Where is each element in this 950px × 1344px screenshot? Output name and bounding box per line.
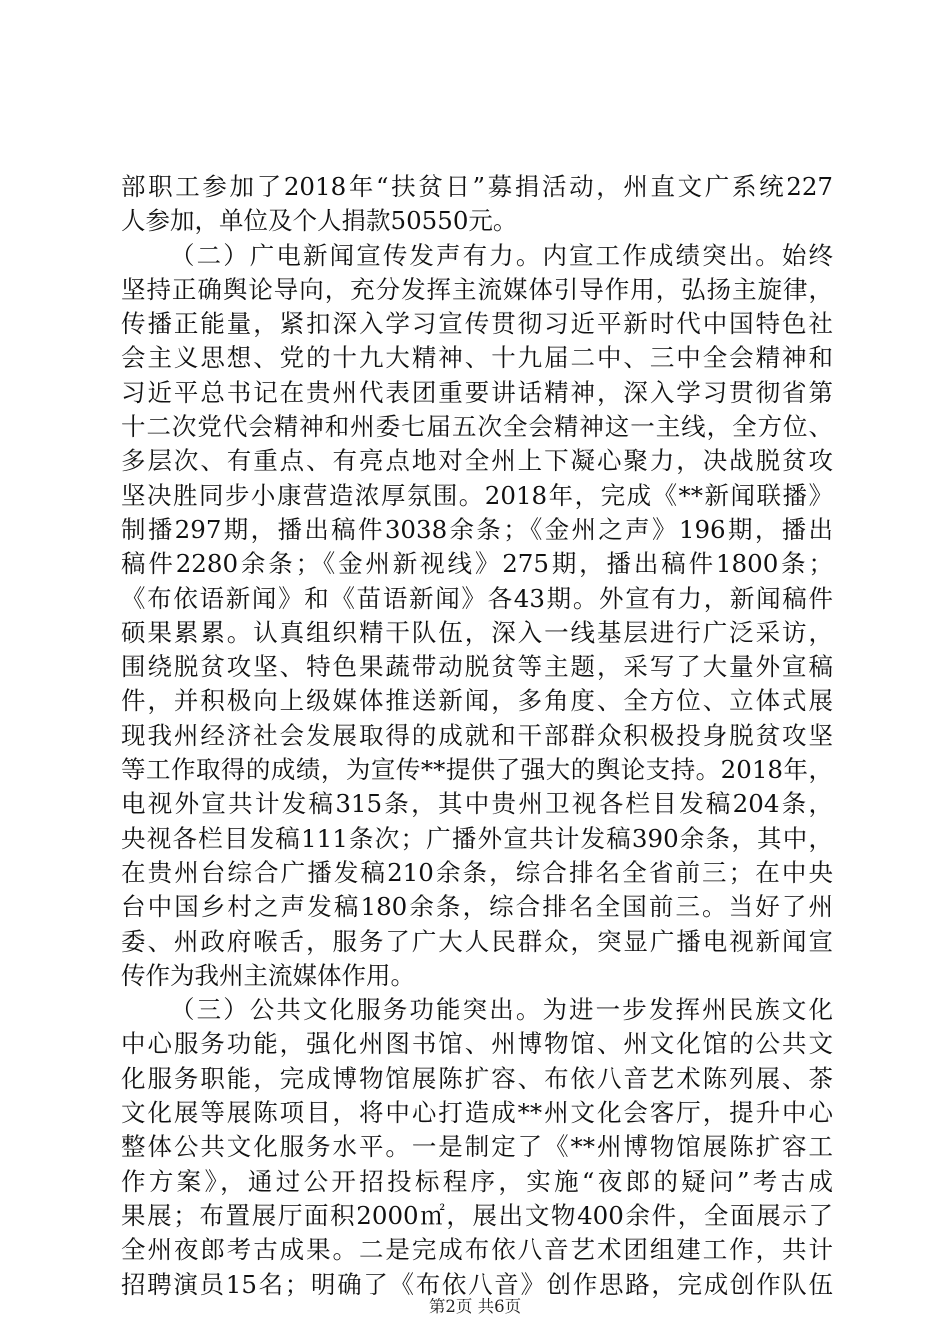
text-line: 坚决胜同步小康营造浓厚氛围。2018年，完成《**新闻联播》 [121,480,833,510]
text-line: 多层次、有重点、有亮点地对全州上下凝心聚力，决战脱贫攻 [121,446,833,476]
text-line: 中心服务功能，强化州图书馆、州博物馆、州文化馆的公共文 [121,1029,833,1059]
text-line: 招聘演员15名；明确了《布依八音》创作思路，完成创作队伍 [121,1269,833,1299]
text-line: （二）广电新闻宣传发声有力。内宣工作成绩突出。始终 [170,240,833,270]
text-line: 化服务职能，完成博物馆展陈扩容、布依八音艺术陈列展、茶 [121,1063,833,1093]
text-line: 稿件2280余条；《金州新视线》275期，播出稿件1800条； [121,549,833,579]
text-line: 部职工参加了2018年“扶贫日”募捐活动，州直文广系统227 [121,172,833,201]
text-line: 围绕脱贫攻坚、特色果蔬带动脱贫等主题，采写了大量外宣稿 [121,652,833,682]
text-line: 制播297期，播出稿件3038余条；《金州之声》196期，播出 [121,514,833,544]
text-line: 习近平总书记在贵州代表团重要讲话精神，深入学习贯彻省第 [121,377,833,407]
text-line: 硕果累累。认真组织精干队伍，深入一线基层进行广泛采访， [121,617,833,647]
text-line: （三）公共文化服务功能突出。为进一步发挥州民族文化 [170,995,833,1025]
text-line: 文化展等展陈项目，将中心打造成**州文化会客厅，提升中心 [121,1098,833,1128]
text-line: 《布依语新闻》和《苗语新闻》各43期。外宣有力，新闻稿件 [121,583,833,613]
text-line: 传播正能量，紧扣深入学习宣传贯彻习近平新时代中国特色社 [121,309,833,339]
text-line: 央视各栏目发稿111条次；广播外宣共计发稿390余条，其中， [121,823,833,853]
text-line: 会主义思想、党的十九大精神、十九届二中、三中全会精神和 [121,343,833,373]
text-line: 整体公共文化服务水平。一是制定了《**州博物馆展陈扩容工 [121,1132,833,1162]
text-line: 十二次党代会精神和州委七届五次全会精神这一主线，全方位、 [121,412,833,442]
text-line: 人参加，单位及个人捐款50550元。 [121,206,518,236]
text-line: 果展；布置展厅面积2000㎡，展出文物400余件，全面展示了 [121,1200,833,1230]
text-line: 在贵州台综合广播发稿210余条，综合排名全省前三；在中央 [121,857,833,887]
text-line: 台中国乡村之声发稿180余条，综合排名全国前三。当好了州 [121,892,833,922]
text-line: 坚持正确舆论导向，充分发挥主流媒体引导作用，弘扬主旋律， [121,274,833,304]
text-line: 件，并积极向上级媒体推送新闻，多角度、全方位、立体式展 [121,686,833,716]
text-line: 全州夜郎考古成果。二是完成布依八音艺术团组建工作，共计 [121,1235,833,1265]
text-line: 作方案》，通过公开招投标程序，实施“夜郎的疑问”考古成 [121,1166,833,1196]
text-line: 现我州经济社会发展取得的成就和干部群众积极投身脱贫攻坚 [121,720,833,750]
document-body [121,170,833,1302]
text-line: 等工作取得的成绩，为宣传**提供了强大的舆论支持。2018年， [121,755,833,785]
text-line: 委、州政府喉舌，服务了广大人民群众，突显广播电视新闻宣 [121,926,833,956]
page-footer: 第2页 共6页 [428,1297,522,1316]
text-line: 传作为我州主流媒体作用。 [121,960,415,990]
text-line: 电视外宣共计发稿315条，其中贵州卫视各栏目发稿204条， [121,789,833,819]
